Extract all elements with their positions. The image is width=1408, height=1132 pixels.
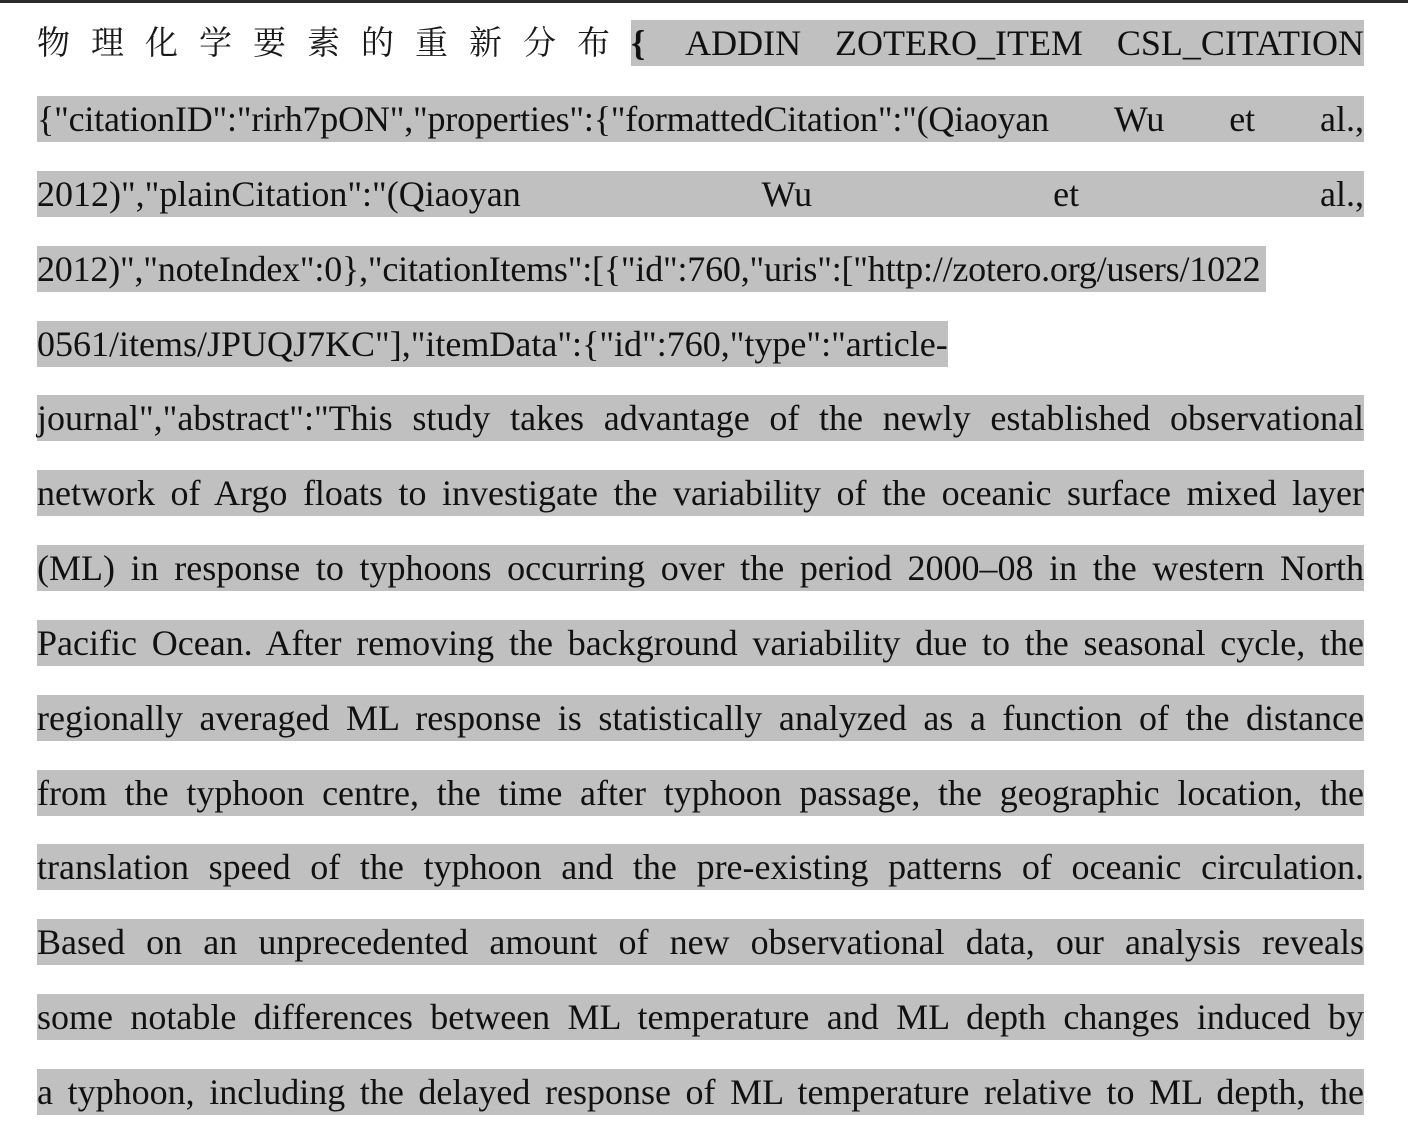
- field-code-start[interactable]: [631, 20, 1364, 66]
- text-line-10: [37, 695, 1364, 741]
- field-word: Wu: [1113, 99, 1165, 139]
- field-word: ZOTERO_ITEM: [834, 23, 1083, 63]
- field-code-text[interactable]: (ML) in response to typhoons occurring over the period 2000–08 in the western North: [37, 545, 1364, 591]
- field-code-text[interactable]: Pacific Ocean. After removing the background variability due to the seasonal cycle, the: [37, 620, 1364, 666]
- field-code-text[interactable]: journal","abstract":"This study takes advantage of the newly established observational: [37, 395, 1364, 441]
- field-code-text[interactable]: some notable differences between ML temperature and ML depth changes induced by: [37, 994, 1364, 1040]
- field-word: Wu: [761, 174, 813, 214]
- field-code-text[interactable]: 2012)","noteIndex":0},"citationItems":[{"id":760,"uris":["http://zotero.org/users/1022: [37, 246, 1266, 292]
- field-code-text[interactable]: translation speed of the typhoon and the pre-existing patterns of oceanic circulation.: [37, 844, 1364, 890]
- text-line-12: [37, 844, 1364, 890]
- text-line-11: [37, 770, 1364, 816]
- text-line-6: [37, 395, 1364, 441]
- field-code-text[interactable]: Based on an unprecedented amount of new observational data, our analysis reveals: [37, 919, 1364, 965]
- field-code-text[interactable]: 0561/items/JPUQJ7KC"],"itemData":{"id":760,"type":"article-: [37, 321, 948, 367]
- text-line-2: [37, 96, 1364, 142]
- text-line-15: [37, 1069, 1364, 1115]
- field-word: al.,: [1320, 174, 1364, 214]
- field-code-text[interactable]: from the typhoon centre, the time after typhoon passage, the geographic location, the: [37, 770, 1364, 816]
- field-code-text[interactable]: [37, 171, 1364, 217]
- field-word: 2012)","plainCitation":"(Qiaoyan: [37, 174, 521, 214]
- text-line-7: [37, 470, 1364, 516]
- heading-text: 物理化学要素的重新分布: [37, 23, 631, 62]
- text-line-5: [37, 321, 1364, 367]
- field-brace: {: [631, 23, 646, 63]
- field-word: ADDIN: [685, 23, 802, 63]
- text-line-13: [37, 919, 1364, 965]
- text-line-3: [37, 171, 1364, 217]
- text-line-8: [37, 545, 1364, 591]
- field-word: et: [1053, 174, 1080, 214]
- text-line-1: [37, 20, 1364, 66]
- text-line-4: [37, 246, 1364, 292]
- text-line-14: [37, 994, 1364, 1040]
- field-code-text[interactable]: regionally averaged ML response is statistically analyzed as a function of the distance: [37, 695, 1364, 741]
- field-word: et: [1229, 99, 1256, 139]
- field-code-text[interactable]: network of Argo floats to investigate the variability of the oceanic surface mixed layer: [37, 470, 1364, 516]
- field-word: CSL_CITATION: [1116, 23, 1364, 63]
- field-word: {"citationID":"rirh7pON","properties":{"formattedCitation":"(Qiaoyan: [37, 99, 1049, 139]
- field-code-text[interactable]: a typhoon, including the delayed response of ML temperature relative to ML depth, the: [37, 1069, 1364, 1115]
- field-word: al.,: [1320, 99, 1364, 139]
- text-line-9: [37, 620, 1364, 666]
- field-code-text[interactable]: [37, 96, 1364, 142]
